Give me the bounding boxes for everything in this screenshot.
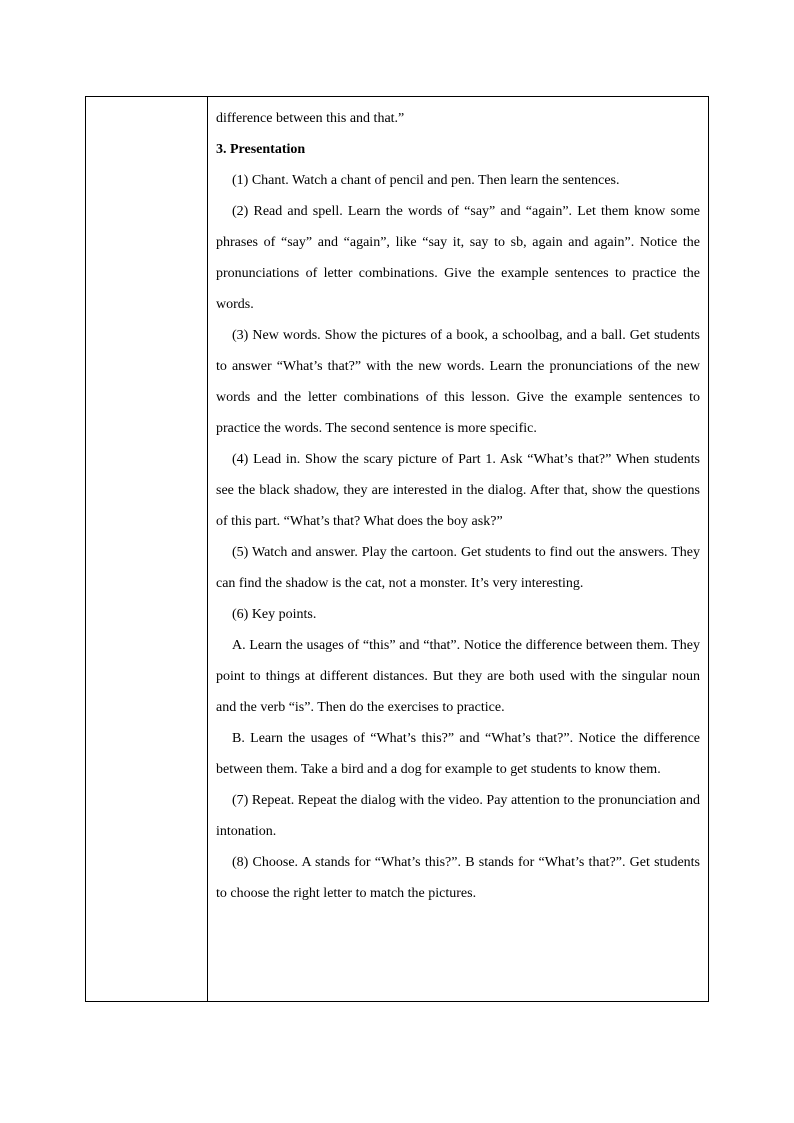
paragraph-watch-and-answer: (5) Watch and answer. Play the cartoon. Get students to find out the answers. They can find the shadow is the cat, not a monster. It’s very interesting. [216, 545, 700, 591]
lesson-plan-table [85, 96, 709, 1002]
paragraph-point-b: B. Learn the usages of “What’s this?” and “What’s that?”. Notice the difference between them. Take a bird and a dog for example to get students to know them. [216, 731, 700, 777]
paragraph-choose: (8) Choose. A stands for “What’s this?”. B stands for “What’s that?”. Get students to choose the right letter to match the pictures. [216, 855, 700, 901]
paragraph-repeat: (7) Repeat. Repeat the dialog with the video. Pay attention to the pronunciation and intonation. [216, 793, 700, 839]
paragraph-continuation: difference between this and that.” [216, 111, 405, 126]
paragraph-chant: (1) Chant. Watch a chant of pencil and pen. Then learn the sentences. [232, 173, 620, 188]
paragraph-key-points: (6) Key points. [232, 607, 317, 622]
paragraph-lead-in: (4) Lead in. Show the scary picture of Part 1. Ask “What’s that?” When students see the black shadow, they are interested in the dialog. After that, show the questions of this part. “What’s that? What does the boy ask?” [216, 452, 700, 529]
table-right-cell [208, 97, 708, 1001]
paragraph-new-words: (3) New words. Show the pictures of a book, a schoolbag, and a ball. Get students to answer “What’s that?” with the new words. Learn the pronunciations of the new words and the letter combinations of this lesson. Give the example sentences to practice the words. The second sentence is more specific. [216, 328, 700, 436]
paragraph-read-and-spell: (2) Read and spell. Learn the words of “say” and “again”. Let them know some phrases of “say” and “again”, like “say it, say to sb, again and again”. Notice the pronunciations of letter combinations. Give the example sentences to practice the words. [216, 204, 700, 312]
lesson-content [216, 103, 700, 909]
paragraph-point-a: A. Learn the usages of “this” and “that”. Notice the difference between them. They point to things at different distances. But they are both used with the singular noun and the verb “is”. Then do the exercises to practice. [216, 638, 700, 715]
table-left-cell [86, 97, 208, 1001]
section-heading-presentation: 3. Presentation [216, 142, 306, 157]
